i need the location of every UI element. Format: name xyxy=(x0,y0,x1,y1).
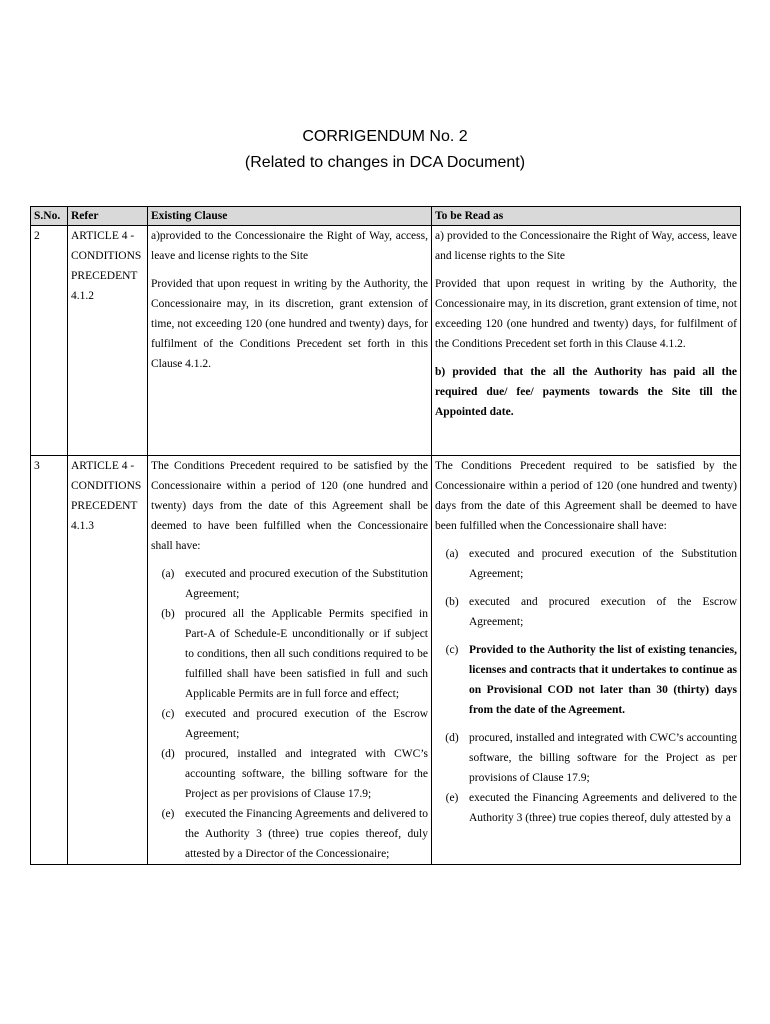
list-item xyxy=(151,564,428,604)
item-label: (d) xyxy=(445,732,459,744)
header-to-be-read-as: To be Read as xyxy=(432,207,741,226)
item-label: (e) xyxy=(161,808,175,820)
existing-clause-cell xyxy=(148,456,432,865)
header-sno: S.No. xyxy=(31,207,68,226)
header-refer: Refer xyxy=(68,207,148,226)
item-text: procured, installed and integrated with CWC’s accounting software, the billing software for the Project as per provisions of Clause 17.9; xyxy=(469,732,737,784)
to-be-read-cell xyxy=(432,456,741,865)
existing-clause-para: Provided that upon request in writing by the Authority, the Concessionaire may, in its discretion, grant extension of time, not exceeding 120 (one hundred and twenty) days, for fulfilment of the Conditions Precedent set forth in this Clause 4.1.2. xyxy=(151,278,428,370)
header-existing-clause: Existing Clause xyxy=(148,207,432,226)
row-sno: 2 xyxy=(31,226,68,456)
existing-clause-para: a)provided to the Concessionaire the Right of Way, access, leave and license rights to the Site xyxy=(151,230,428,262)
item-text: executed the Financing Agreements and delivered to the Authority 3 (three) true copies thereof, duly attested by a xyxy=(469,792,737,824)
table-row xyxy=(31,456,741,865)
item-text: executed and procured execution of the Substitution Agreement; xyxy=(469,548,737,580)
to-be-read-intro: The Conditions Precedent required to be satisfied by the Concessionaire within a period of 120 (one hundred and twenty) days from the date of this Agreement shall be deemed to have been fulfilled when the Concessionaire shall have: xyxy=(435,460,737,532)
item-label: (a) xyxy=(161,568,175,580)
list-item xyxy=(151,704,428,744)
existing-clause-cell xyxy=(148,226,432,456)
item-label: (a) xyxy=(445,548,459,560)
item-text: executed the Financing Agreements and delivered to the Authority 3 (three) true copies thereof, duly attested by a Director of the Concessionaire; xyxy=(185,808,428,860)
list-item xyxy=(435,640,737,720)
row-refer: ARTICLE 4 - CONDITIONS PRECEDENT 4.1.2 xyxy=(68,226,148,456)
item-text: procured, installed and integrated with CWC’s accounting software, the billing software for the Project as per provisions of Clause 17.9; xyxy=(185,748,428,800)
existing-clause-intro: The Conditions Precedent required to be satisfied by the Concessionaire within a period of 120 (one hundred and twenty) days from the date of this Agreement shall be deemed to have been fulfilled when the Concessionaire shall have: xyxy=(151,460,428,552)
table-row xyxy=(31,226,741,456)
to-be-read-cell xyxy=(432,226,741,456)
item-label: (d) xyxy=(161,748,175,760)
item-text: procured all the Applicable Permits specified in Part-A of Schedule-E unconditionally or if subject to conditions, then all such conditions required to be fulfilled shall have been satisfied in full and such Applicable Permits are in full force and effect; xyxy=(185,608,428,700)
item-label: (c) xyxy=(445,644,459,656)
to-be-read-para: Provided that upon request in writing by the Authority, the Concessionaire may, in its discretion, grant extension of time, not exceeding 120 (one hundred and twenty) days, for fulfilment of the Conditions Precedent set forth in this Clause 4.1.2. xyxy=(435,278,737,350)
row-sno: 3 xyxy=(31,456,68,865)
table-header-row xyxy=(31,207,741,226)
list-item xyxy=(151,604,428,704)
list-item xyxy=(435,728,737,788)
to-be-read-para-bold: b) provided that the all the Authority has paid all the required due/ fee/ payments towards the Site till the Appointed date. xyxy=(435,366,737,418)
item-text: executed and procured execution of the Escrow Agreement; xyxy=(185,708,428,740)
row-refer: ARTICLE 4 - CONDITIONS PRECEDENT 4.1.3 xyxy=(68,456,148,865)
item-text: executed and procured execution of the Escrow Agreement; xyxy=(469,596,737,628)
item-label: (b) xyxy=(161,608,175,620)
item-label: (e) xyxy=(445,792,459,804)
list-item xyxy=(435,592,737,632)
corrigendum-table xyxy=(30,206,741,865)
to-be-read-para: a) provided to the Concessionaire the Right of Way, access, leave and license rights to the Site xyxy=(435,230,737,262)
item-label: (c) xyxy=(161,708,175,720)
document-title: CORRIGENDUM No. 2 xyxy=(302,128,468,145)
list-item xyxy=(435,788,737,828)
item-label: (b) xyxy=(445,596,459,608)
item-text: executed and procured execution of the Substitution Agreement; xyxy=(185,568,428,600)
list-item xyxy=(435,544,737,584)
list-item xyxy=(151,804,428,864)
document-subtitle: (Related to changes in DCA Document) xyxy=(244,154,526,171)
list-item xyxy=(151,744,428,804)
item-text-bold: Provided to the Authority the list of existing tenancies, licenses and contracts that it undertakes to continue as on Provisional COD not later than 30 (thirty) days from the date of the Agreement. xyxy=(469,644,737,716)
